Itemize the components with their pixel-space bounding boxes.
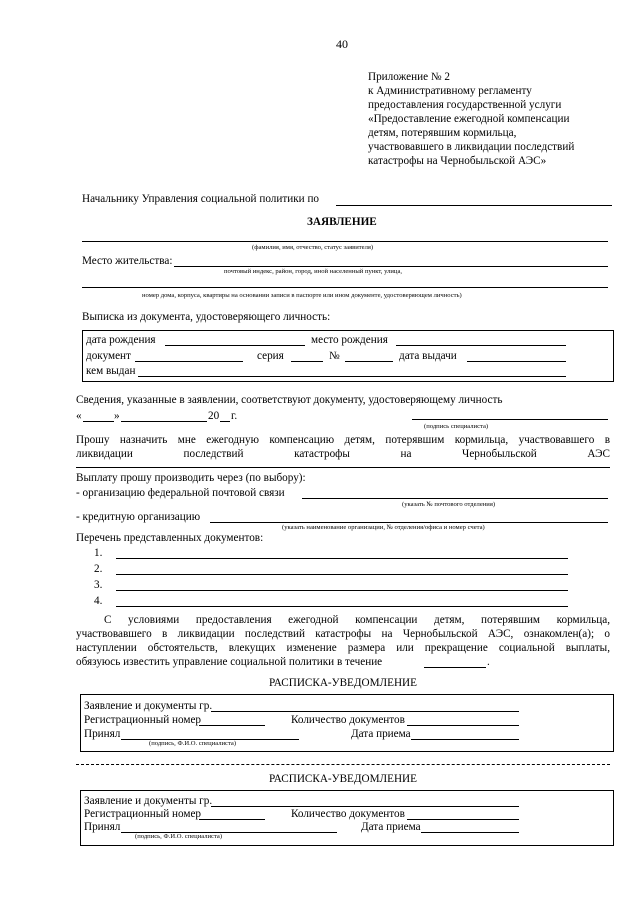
payment-postal-label: - организацию федеральной почтовой связи — [76, 487, 285, 499]
appendix-line: катастрофы на Чернобыльской АЭС» — [368, 155, 547, 167]
payment-credit-field[interactable] — [210, 522, 608, 523]
date-close-quote: » — [114, 410, 120, 422]
residence-field[interactable] — [174, 266, 608, 267]
document-item-field[interactable] — [116, 590, 568, 591]
year-field[interactable] — [220, 421, 230, 422]
residence-hint-2: номер дома, корпуса, квартиры на основании записи в паспорте или ином документе, удостоверяющем личность) — [142, 292, 462, 299]
issued-by-label: кем выдан — [86, 365, 136, 377]
receipt-box — [80, 694, 614, 752]
birth-date-field[interactable] — [165, 345, 305, 346]
payment-credit-label: - кредитную организацию — [76, 511, 201, 523]
document-item-field[interactable] — [116, 606, 568, 607]
receipt-date-label: Дата приема — [361, 821, 421, 833]
id-extract-box — [82, 330, 614, 382]
receipt-docs-from-field[interactable] — [211, 806, 519, 807]
specialist-signature-hint: (подпись специалиста) — [424, 423, 489, 430]
appendix-line: «Предоставление ежегодной компенсации — [368, 113, 570, 125]
conditions-line-4-end: . — [487, 656, 490, 668]
confirmation-text: Сведения, указанные в заявлении, соответствуют документу, удостоверяющему личность — [76, 394, 503, 406]
birth-place-label: место рождения — [311, 334, 388, 346]
receipt-docs-from-field[interactable] — [211, 711, 519, 712]
appendix-line: детям, потерявшим кормильца, — [368, 127, 517, 139]
receipt-date-label: Дата приема — [351, 728, 411, 740]
applicant-name-field[interactable] — [82, 241, 608, 242]
payment-credit-hint: (указать наименование организации, № отделения/офиса и номер счета) — [282, 524, 485, 531]
residence-hint: почтовый индекс, район, город, иной населенный пункт, улица, — [224, 268, 403, 275]
document-item-number: 1. — [94, 547, 103, 559]
birth-place-field[interactable] — [396, 345, 566, 346]
receipt-title: РАСПИСКА-УВЕДОМЛЕНИЕ — [269, 677, 417, 689]
document-field[interactable] — [135, 361, 243, 362]
document-item-field[interactable] — [116, 558, 568, 559]
receipt-accepted-label: Принял — [84, 821, 121, 833]
conditions-line-3: наступлении обстоятельств, влекущих изменение размера или прекращение социальной выплаты, — [76, 642, 610, 654]
notify-period-field[interactable] — [424, 667, 486, 668]
request-line-1: Прошу назначить мне ежегодную компенсацию детям, потерявшим кормильца, участвовавшего в — [76, 434, 610, 446]
receipt-doc-count-label: Количество документов — [291, 808, 405, 820]
receipt-title: РАСПИСКА-УВЕДОМЛЕНИЕ — [269, 773, 417, 785]
receipt-reg-number-label: Регистрационный номер — [84, 714, 202, 726]
documents-heading: Перечень представленных документов: — [76, 532, 264, 544]
receipt-doc-count-label: Количество документов — [291, 714, 405, 726]
payment-postal-field[interactable] — [302, 498, 608, 499]
receipt-signature-hint: (подпись, Ф.И.О. специалиста) — [149, 740, 237, 747]
document-item-number: 3. — [94, 579, 103, 591]
page-number: 40 — [336, 37, 348, 51]
receipt-docs-from-label: Заявление и документы гр. — [84, 795, 213, 807]
specialist-signature-field[interactable] — [412, 419, 608, 420]
cut-line — [76, 764, 610, 765]
form-title: ЗАЯВЛЕНИЕ — [307, 216, 377, 228]
receipt-signature-hint: (подпись, Ф.И.О. специалиста) — [135, 833, 223, 840]
payment-postal-hint: (указать № почтового отделения) — [402, 501, 496, 508]
appendix-line: участвовавшего в ликвидации последствий — [368, 141, 575, 153]
residence-field-2[interactable] — [82, 287, 608, 288]
document-item-field[interactable] — [116, 574, 568, 575]
receipt-date-field[interactable] — [411, 739, 519, 740]
receipt-accepted-label: Принял — [84, 728, 121, 740]
receipt-reg-number-field[interactable] — [199, 819, 265, 820]
series-label: серия — [257, 350, 284, 362]
number-label: № — [329, 350, 340, 362]
addressee-field[interactable] — [336, 205, 612, 206]
residence-label: Место жительства: — [82, 255, 173, 267]
request-line-2: ликвидации последствий катастрофы на Чернобыльской АЭС — [76, 448, 610, 460]
date-open-quote: « — [76, 410, 82, 422]
document-item-number: 2. — [94, 563, 103, 575]
day-field[interactable] — [83, 421, 114, 422]
series-field[interactable] — [291, 361, 323, 362]
receipt-docs-from-label: Заявление и документы гр. — [84, 700, 213, 712]
receipt-doc-count-field[interactable] — [407, 725, 519, 726]
document-label: документ — [86, 350, 131, 362]
month-field[interactable] — [121, 421, 207, 422]
receipt-reg-number-label: Регистрационный номер — [84, 808, 202, 820]
receipt-doc-count-field[interactable] — [407, 819, 519, 820]
id-extract-heading: Выписка из документа, удостоверяющего личность: — [82, 311, 331, 323]
addressee-label: Начальнику Управления социальной политики по — [82, 193, 320, 205]
appendix-line: к Административному регламенту — [368, 85, 532, 97]
receipt-box — [80, 790, 614, 846]
conditions-line-1: С условиями предоставления ежегодной компенсации детям, потерявшим кормильца, — [104, 614, 610, 626]
appendix-line: предоставления государственной услуги — [368, 99, 562, 111]
year-prefix: 20 — [208, 410, 220, 422]
conditions-line-4: обязуюсь известить управление социальной политики в течение — [76, 656, 383, 668]
issue-date-label: дата выдачи — [399, 350, 457, 362]
appendix-line: Приложение № 2 — [368, 71, 450, 83]
payment-heading: Выплату прошу производить через (по выбору): — [76, 472, 306, 484]
issue-date-field[interactable] — [467, 361, 566, 362]
receipt-reg-number-field[interactable] — [199, 725, 265, 726]
birth-date-label: дата рождения — [86, 334, 156, 346]
issued-by-field[interactable] — [138, 376, 566, 377]
number-field[interactable] — [345, 361, 393, 362]
year-suffix: г. — [231, 410, 238, 422]
request-field[interactable] — [76, 467, 610, 468]
document-item-number: 4. — [94, 595, 103, 607]
conditions-line-2: участвовавшего в ликвидации последствий катастрофы на Чернобыльской АЭС, ознакомлен(а); о — [76, 628, 610, 640]
applicant-hint: (фамилия, имя, отчество, статус заявителя) — [252, 244, 374, 251]
receipt-date-field[interactable] — [421, 832, 519, 833]
